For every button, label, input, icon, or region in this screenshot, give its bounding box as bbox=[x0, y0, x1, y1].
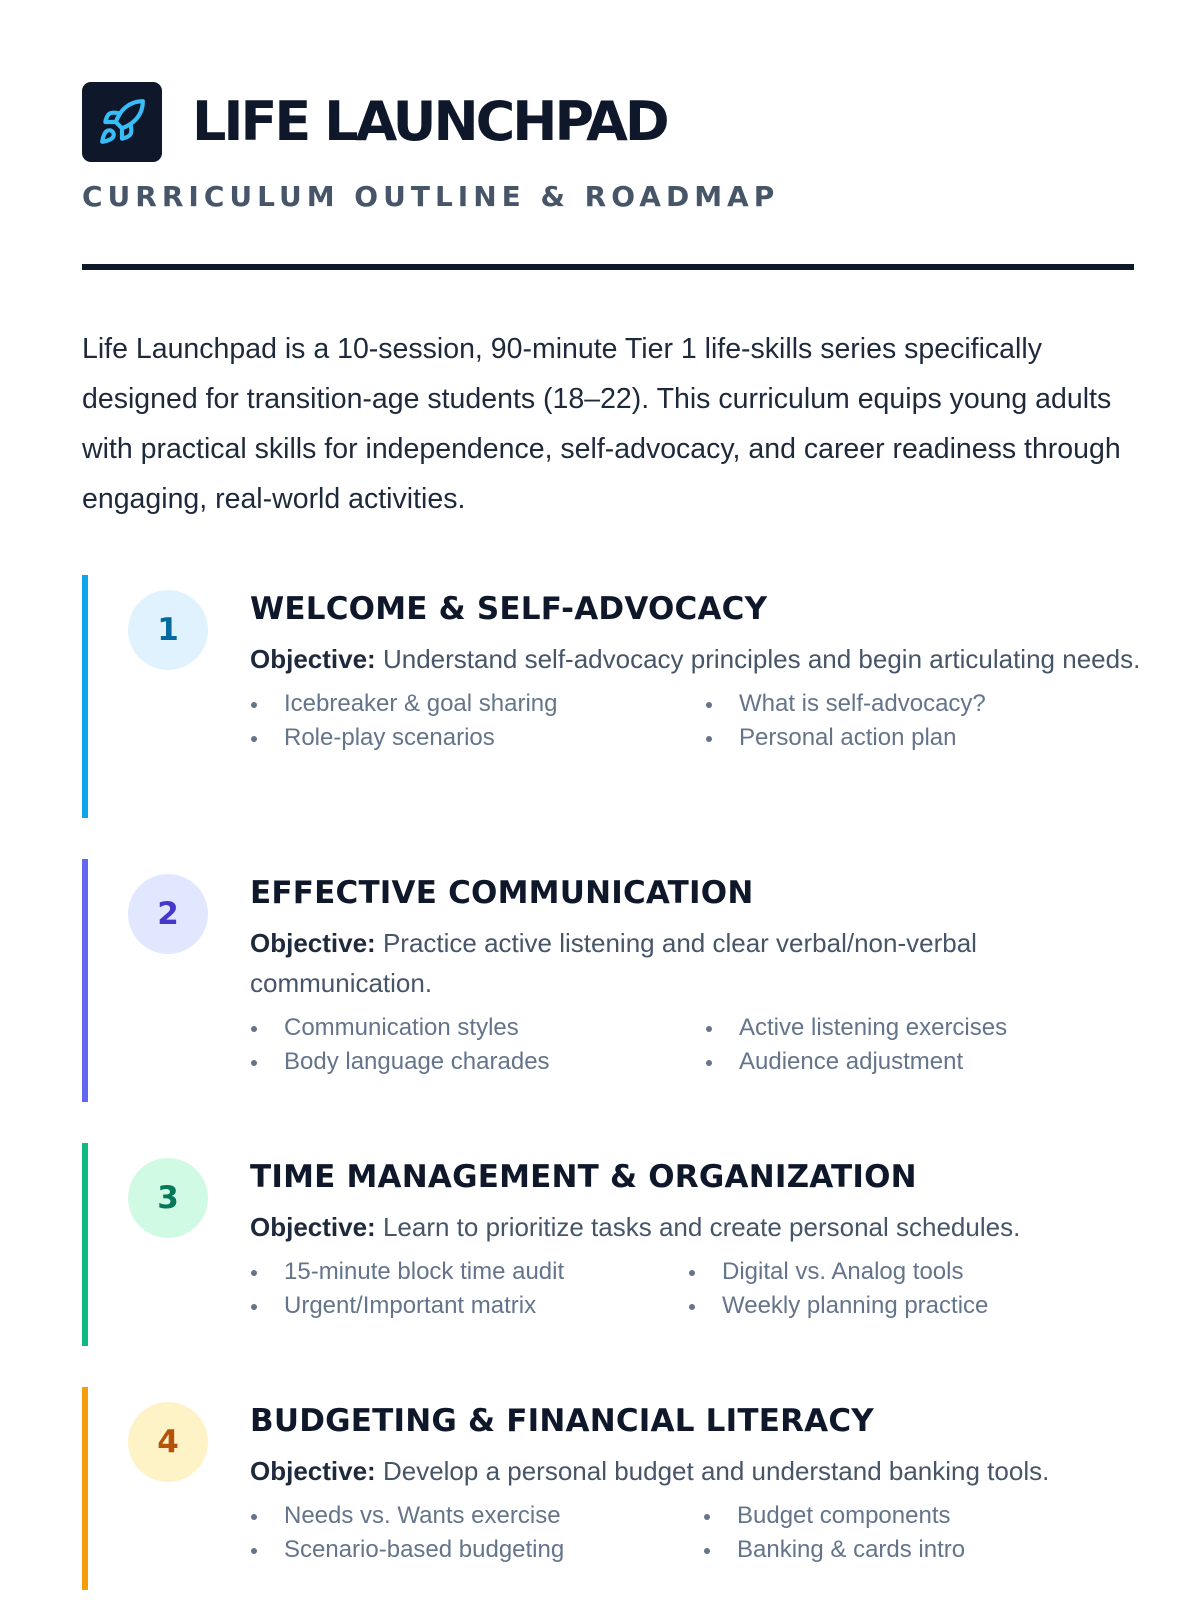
activity-list bbox=[250, 689, 1150, 753]
activity-item: Communication styles bbox=[250, 1013, 705, 1043]
activity-list bbox=[250, 1257, 1150, 1321]
session-objective bbox=[250, 639, 1150, 679]
activity-item: Budget components bbox=[703, 1501, 1150, 1531]
session-content bbox=[250, 1155, 1150, 1321]
session-number-badge: 1 bbox=[128, 590, 208, 670]
header-divider bbox=[82, 264, 1134, 270]
session-number-badge: 3 bbox=[128, 1158, 208, 1238]
objective-text: Develop a personal budget and understand banking tools. bbox=[382, 1456, 1050, 1486]
session-accent-bar bbox=[82, 859, 88, 1102]
session-content bbox=[250, 871, 1150, 1077]
page-title: LIFE LAUNCHPAD bbox=[192, 90, 667, 153]
session-number-badge: 2 bbox=[128, 874, 208, 954]
session-content bbox=[250, 587, 1150, 753]
objective-text: Learn to prioritize tasks and create personal schedules. bbox=[382, 1212, 1021, 1242]
objective-label: Objective: bbox=[250, 644, 376, 674]
objective-text: Practice active listening and clear verbal/non-verbal communication. bbox=[250, 928, 977, 998]
logo bbox=[82, 82, 162, 162]
activity-item: Audience adjustment bbox=[705, 1047, 1150, 1077]
intro-paragraph: Life Launchpad is a 10-session, 90-minute Tier 1 life-skills series specifically designed for transition-age students (18–22). This curriculum equips young adults with practical skills for independence, self-advocacy, and career readiness through engaging, real-world activities. bbox=[82, 333, 1121, 515]
session-objective bbox=[250, 1207, 1150, 1247]
activity-item: 15-minute block time audit bbox=[250, 1257, 688, 1287]
page-subtitle: CURRICULUM OUTLINE & ROADMAP bbox=[82, 180, 780, 213]
activity-item: Digital vs. Analog tools bbox=[688, 1257, 1150, 1287]
session-card bbox=[82, 575, 1152, 818]
session-title: EFFECTIVE COMMUNICATION bbox=[250, 875, 754, 911]
session-card bbox=[82, 859, 1152, 1102]
activity-item: Role-play scenarios bbox=[250, 723, 705, 753]
session-objective bbox=[250, 1451, 1150, 1491]
activity-item: What is self-advocacy? bbox=[705, 689, 1150, 719]
objective-label: Objective: bbox=[250, 928, 376, 958]
session-accent-bar bbox=[82, 575, 88, 818]
session-content bbox=[250, 1399, 1150, 1565]
activity-item: Urgent/Important matrix bbox=[250, 1291, 688, 1321]
activity-item: Needs vs. Wants exercise bbox=[250, 1501, 703, 1531]
rocket-icon bbox=[97, 97, 147, 147]
objective-text: Understand self-advocacy principles and begin articulating needs. bbox=[382, 644, 1141, 674]
brand-header bbox=[82, 82, 667, 162]
activity-item: Scenario-based budgeting bbox=[250, 1535, 703, 1565]
activity-list bbox=[250, 1013, 1150, 1077]
session-number-badge: 4 bbox=[128, 1402, 208, 1482]
session-accent-bar bbox=[82, 1387, 88, 1590]
session-title: TIME MANAGEMENT & ORGANIZATION bbox=[250, 1159, 917, 1195]
session-card bbox=[82, 1143, 1152, 1346]
activity-list bbox=[250, 1501, 1150, 1565]
session-card bbox=[82, 1387, 1152, 1590]
objective-label: Objective: bbox=[250, 1456, 376, 1486]
session-title: WELCOME & SELF-ADVOCACY bbox=[250, 591, 768, 627]
activity-item: Body language charades bbox=[250, 1047, 705, 1077]
activity-item: Icebreaker & goal sharing bbox=[250, 689, 705, 719]
session-objective bbox=[250, 923, 1150, 1003]
objective-label: Objective: bbox=[250, 1212, 376, 1242]
activity-item: Weekly planning practice bbox=[688, 1291, 1150, 1321]
activity-item: Banking & cards intro bbox=[703, 1535, 1150, 1565]
activity-item: Active listening exercises bbox=[705, 1013, 1150, 1043]
session-accent-bar bbox=[82, 1143, 88, 1346]
session-title: BUDGETING & FINANCIAL LITERACY bbox=[250, 1403, 874, 1439]
activity-item: Personal action plan bbox=[705, 723, 1150, 753]
